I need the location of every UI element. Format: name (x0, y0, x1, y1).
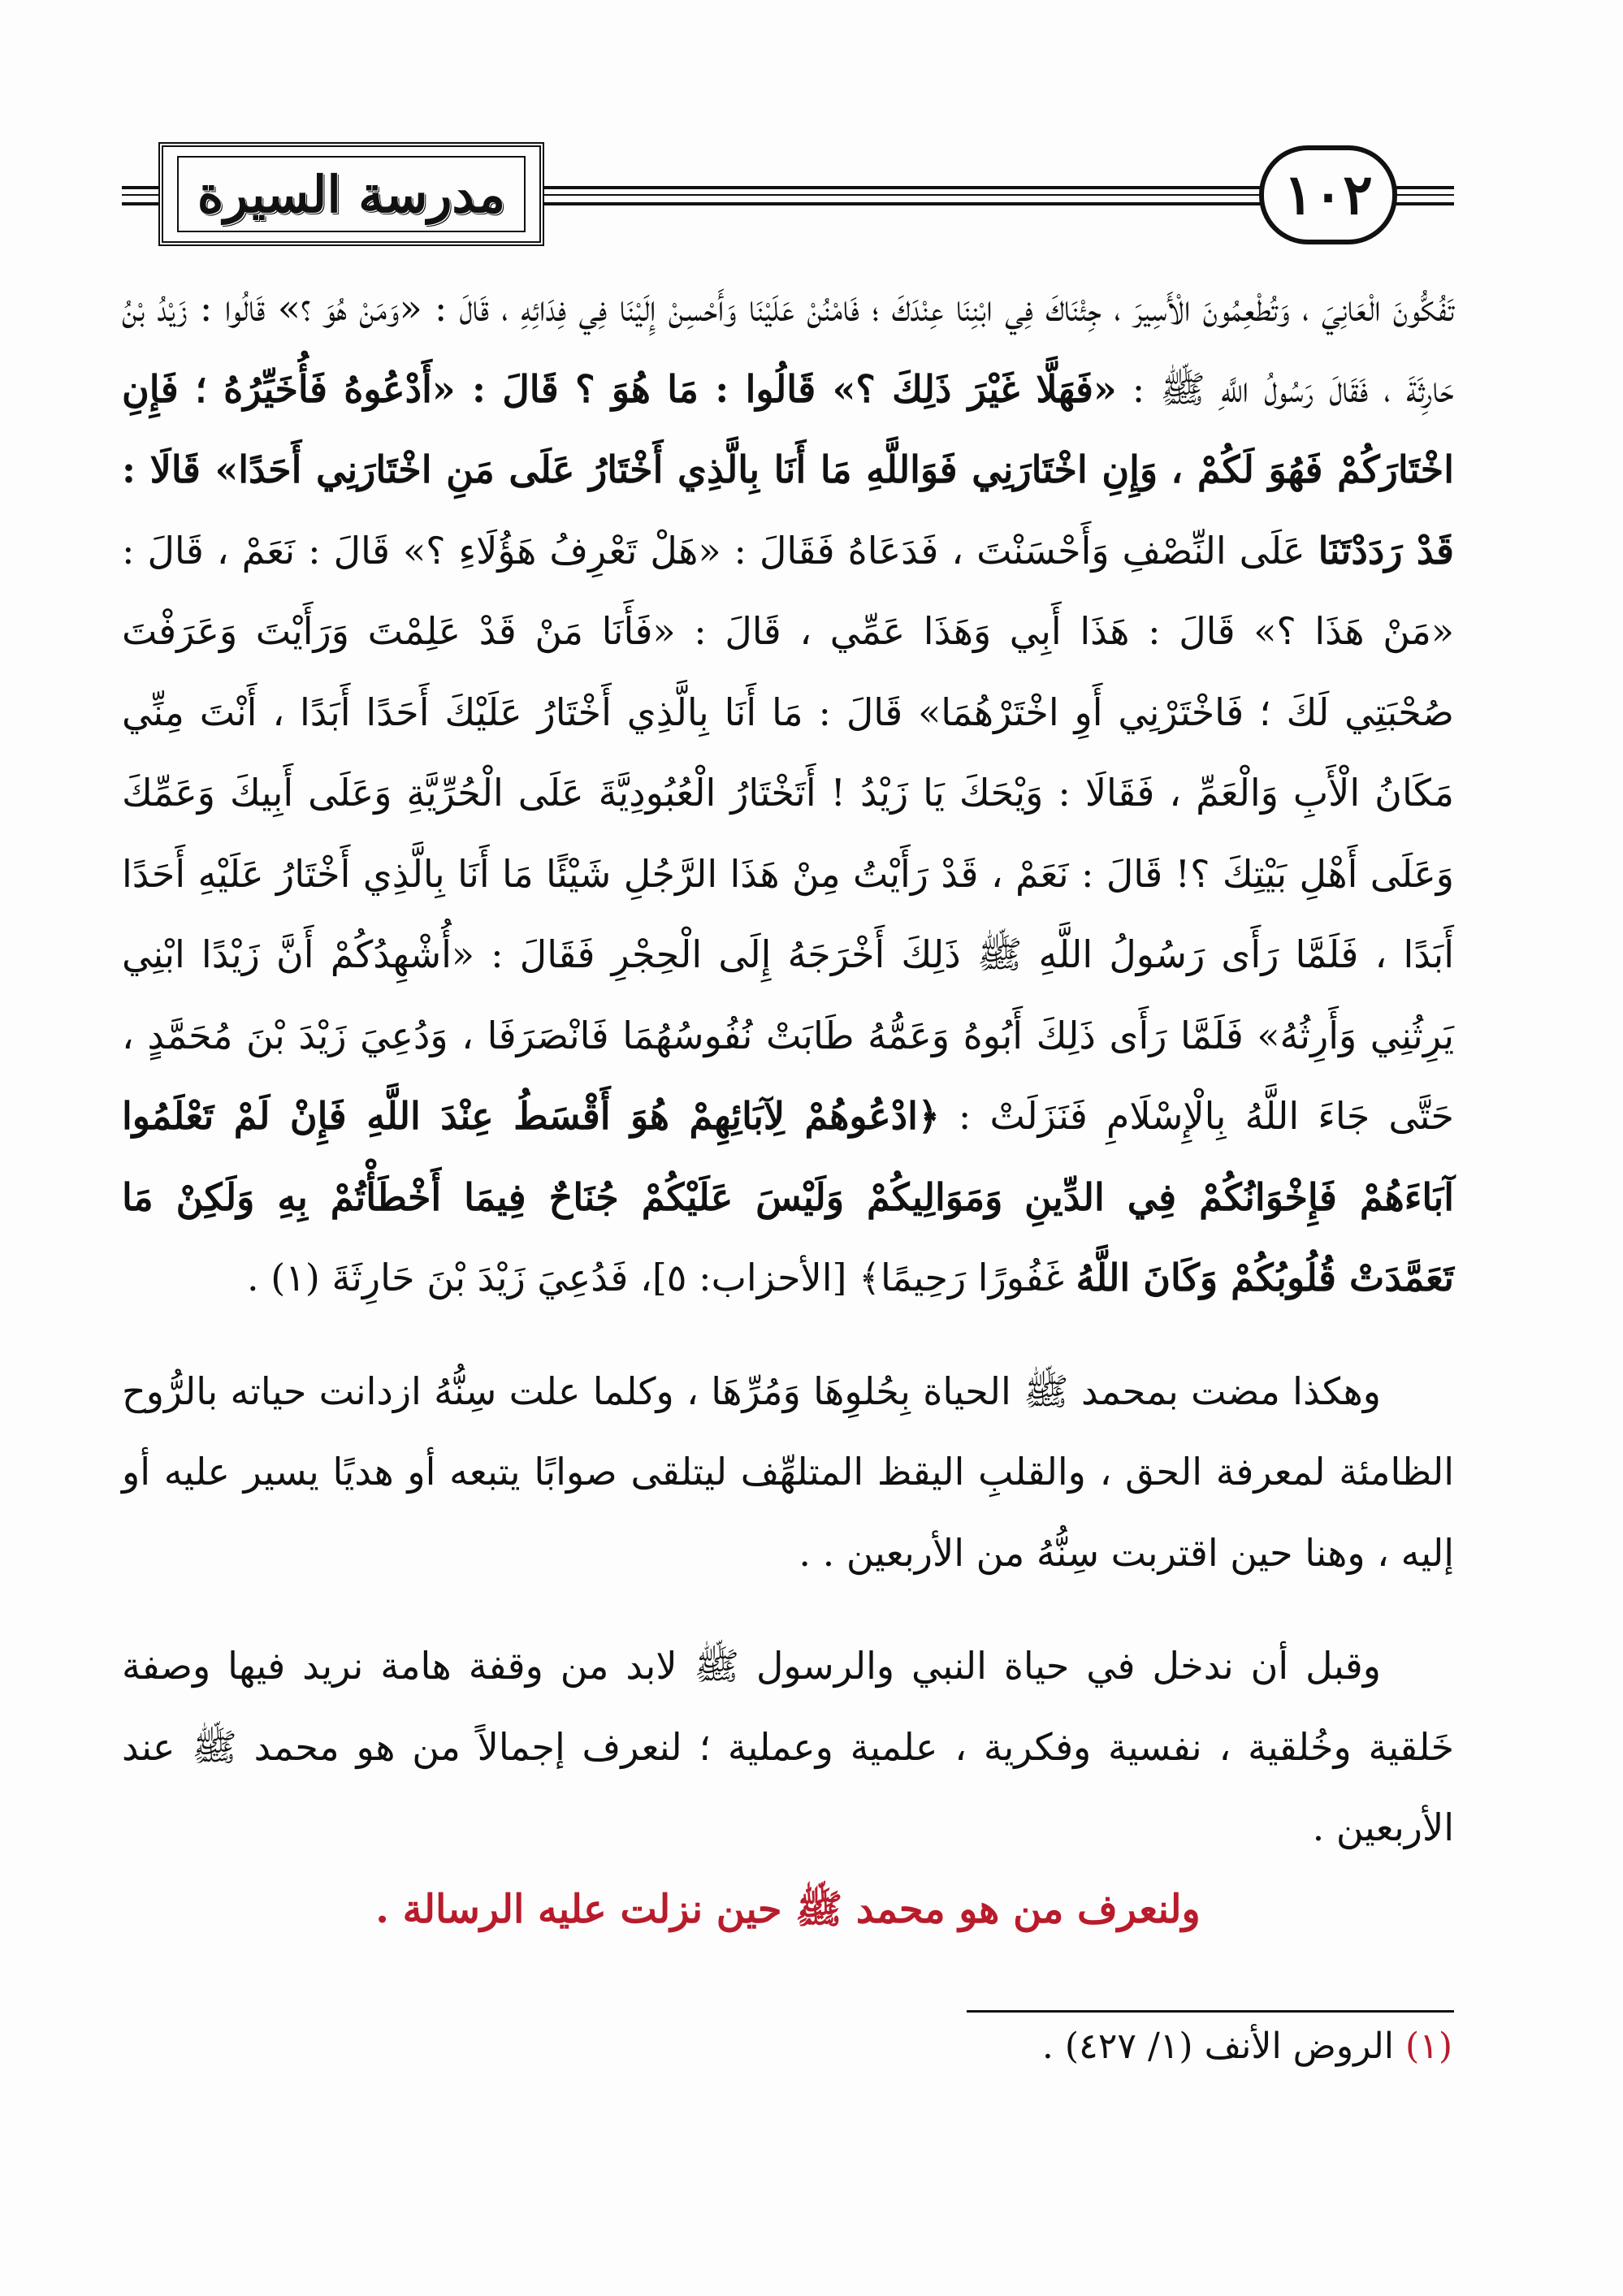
footnote-text: الروض الأنف (١/ ٤٢٧) . (1041, 2026, 1406, 2067)
book-title-frame (158, 142, 544, 246)
closing-highlight: ولنعرف من هو محمد ﷺ حين نزلت عليه الرسالة . (375, 1886, 1201, 1932)
text-line: وقبل أن ندخل في حياة النبي والرسول ﷺ لابد من وقفة هامة نريد فيها (227, 1644, 1381, 1688)
text-line: غَفُورًا رَحِيمًا﴾ [الأحزاب: ٥]، فَدُعِيَ زَيْدَ بْنَ حَارِثَةَ (١) . (246, 1256, 1064, 1299)
footnote-number: (١) (1405, 2026, 1452, 2067)
text-line: تَفُكُّونَ الْعَانِيَ ، وَتُطْعِمُونَ الْأَسِيرَ ، جِئْنَاكَ فِي ابْنِنَا عِنْدَكَ ؛ فَامْنُنْ عَلَيْنَا وَأَحْسِنْ (668, 286, 1455, 330)
text-line: وَعَلَى أَبِيكَ وَعَمِّكَ وَعَلَى أَهْلِ بَيْتِكَ ؟! قَالَ : نَعَمْ ، قَدْ رَأَيْتُ مِنْ هَذَا الرَّجُلِ شَيْئًا (122, 771, 1454, 896)
quran-verse-line: وَمَوَالِيكُمْ وَلَيْسَ عَلَيْكُمْ جُنَاحٌ فِيمَا أَخْطَأْتُمْ بِهِ وَلَكِنْ مَا تَعَمَّدَتْ قُلُوبُكُمْ وَكَانَ اللَّهُ (122, 1174, 1454, 1299)
quran-verse-line: ﴿ادْعُوهُمْ لِآبَائِهِمْ هُوَ أَقْسَطُ عِنْدَ اللَّهِ فَإِنْ لَمْ تَعْلَمُوا آبَاءَهُمْ فَإِخْوَانُكُمْ فِي الدِّينِ (122, 1094, 1455, 1219)
page-number: ١٠٢ (1259, 145, 1397, 244)
text-line: وصفة خَلقية وخُلقية ، نفسية وفكرية ، علمية وعملية ؛ لنعرف إجمالاً من هو (122, 1644, 1455, 1769)
page-header (122, 142, 1454, 252)
text-line: وهكذا مضت بمحمد ﷺ الحياة بِحُلوِهَا وَمُرِّهَا ، وكلما علت سِنُّهُ ازدانت (318, 1369, 1381, 1413)
paragraph-zaid-story (122, 268, 1454, 1319)
text-line: مَا أَنَا بِالَّذِي أَخْتَارُ عَلَيْهِ أَحَدًا أَبَدًا ، فَلَمَّا رَأَى رَسُولُ اللَّهِ ﷺ ذَلِكَ أَخْرَجَهُ إِلَى (122, 851, 1454, 976)
text-line: محمد ﷺ عند الأربعين . (122, 1724, 1454, 1849)
text-line: إِلَيْنَا فِي فِدَائِهِ ، قَالَ : «وَمَنْ هُوَ ؟» قَالُوا : زَيْدُ بْنُ حَارِثَةَ ، فَقَالَ رَسُولُ اللَّهِ ﷺ : (122, 286, 1454, 411)
book-title: مدرسة السيرة (177, 156, 526, 232)
text-line: أو هديًا يسير عليه أو إليه ، وهنا حين اقتربت سِنُّهُ من الأربعين . . (122, 1450, 1454, 1575)
text-line: الْحِجْرِ فَقَالَ : «أُشْهِدُكُمْ أَنَّ زَيْدًا ابْنِي يَرِثُنِي وَأَرِثُهُ» فَلَمَّا رَأَى ذَلِكَ أَبُوهُ وَعَمُّهُ (122, 932, 1454, 1057)
footnote-separator (967, 2010, 1454, 2013)
text-line: حياته بالرُّوح الظامئة لمعرفة الحق ، والقلبِ اليقظ المتلهِّف ليتلقى صوابًا يتبعه (122, 1369, 1455, 1494)
footnote (169, 2014, 1452, 2079)
page-body (122, 268, 1454, 1950)
paragraph-life-of-muhammad (122, 1351, 1454, 1594)
paragraph-before-prophethood (122, 1626, 1454, 1869)
text-line: عَلَى النِّصْفِ وَأَحْسَنْتَ ، فَدَعَاهُ فَقَالَ : «هَلْ تَعْرِفُ هَؤُلَاءِ ؟» قَالَ : نَعَمْ ، قَالَ : (122, 528, 1305, 573)
text-line: صُحْبَتِي لَكَ ؛ فَاخْتَرْنِي أَوِ اخْتَرْهُمَا» قَالَ : مَا أَنَا بِالَّذِي أَخْتَارُ عَلَيْكَ أَحَدًا أَبَدًا ، (272, 690, 1454, 734)
text-line: أَنْتَ مِنِّي مَكَانُ الْأَبِ وَالْعَمِّ ، فَقَالَا : وَيْحَكَ يَا زَيْدُ ! أَتَخْتَارُ الْعُبُودِيَّةَ عَلَى الْحُرِّيَّةِ (122, 690, 1454, 815)
text-line: طَابَتْ نُفُوسُهُمَا فَانْصَرَفَا ، وَدُعِيَ زَيْدَ بْنَ مُحَمَّدٍ ، حَتَّى جَاءَ اللَّهُ بِالْإِسْلَامِ فَنَزَلَتْ : (122, 1013, 1454, 1138)
text-line: «مَنْ هَذَا ؟» قَالَ : هَذَا أَبِي وَهَذَا عَمِّي ، قَالَ : «فَأَنَا مَنْ قَدْ عَلِمْتَ وَرَأَيْتَ وَعَرَفْتَ (122, 609, 1454, 653)
text-line: «فَهَلَّا غَيْرَ ذَلِكَ ؟» قَالُوا : مَا هُوَ ؟ قَالَ : «أَدْعُوهُ فَأُخَيِّرُهُ ؛ فَإِنِ اخْتَارَكُمْ فَهُوَ لَكُمْ ، (122, 366, 1454, 491)
text-line: وَإِنِ اخْتَارَنِي فَوَاللَّهِ مَا أَنَا بِالَّذِي أَخْتَارُ عَلَى مَنِ اخْتَارَنِي أَحَدًا» قَالَا : قَدْ رَدَدْتَنَا (122, 448, 1454, 573)
